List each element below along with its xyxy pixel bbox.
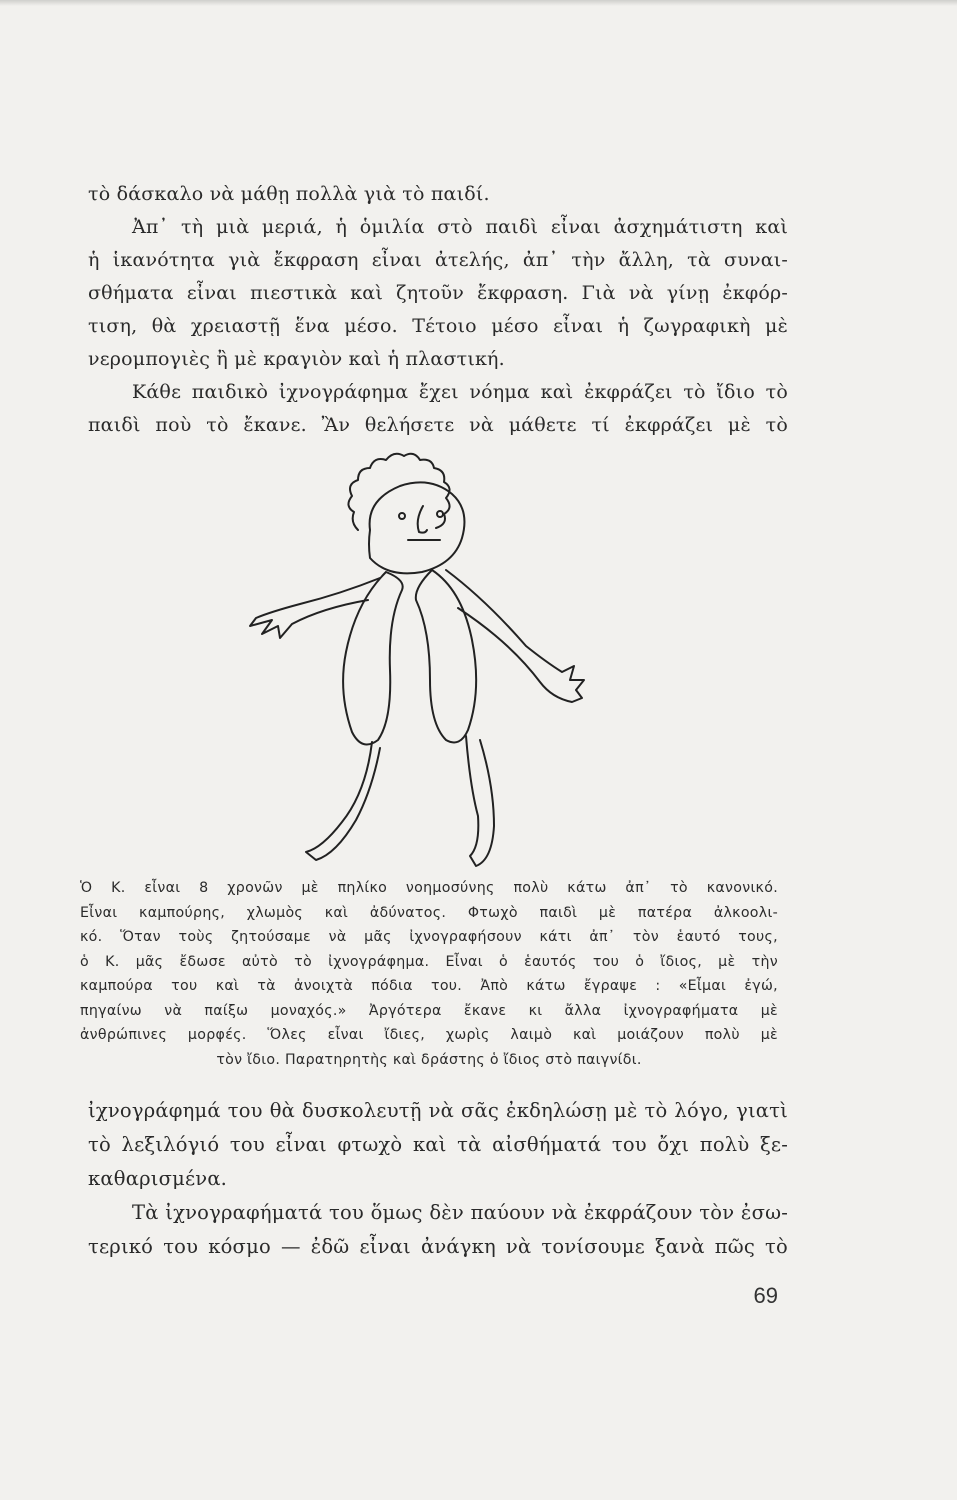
text-line: τὸ λεξιλόγιό του εἶναι φτωχὸ καὶ τὰ αἰσθήματά του ὄχι πολὺ ξε- [88, 1133, 788, 1156]
caption-line: ἀνθρώπινες μορφές. Ὅλες εἶναι ἴδιες, χωρὶς λαιμὸ καὶ μοιάζουν πολὺ μὲ [80, 1027, 778, 1043]
left-leg [306, 742, 380, 860]
caption-line: καμπούρα του καὶ τὰ ἀνοιχτὰ πόδια του. Ἀπὸ κάτω ἔγραψε : «Εἶμαι ἐγώ, [80, 978, 778, 994]
caption-line: ὁ Κ. μᾶς ἔδωσε αὐτὸ τὸ ἰχνογράφημα. Εἶναι ὁ ἑαυτός του ὁ ἴδιος, μὲ τὴν [80, 953, 778, 970]
caption-line: πηγαίνω νὰ παίξω μοναχός.» Ἀργότερα ἔκανε κι ἄλλα ἰχνογραφήματα μὲ [80, 1002, 778, 1019]
text-line: Κάθε παιδικὸ ἰχνογράφημα ἔχει νόημα καὶ ἐκφράζει τὸ ἴδιο τὸ [132, 381, 788, 403]
nose [418, 506, 427, 533]
text-line: ἰχνογράφημά του θὰ δυσκολευτῇ νὰ σᾶς ἐκδηλώσῃ μὲ τὸ λόγο, γιατὶ [88, 1099, 788, 1122]
caption-line: Ὁ Κ. εἶναι 8 χρονῶν μὲ πηλίκο νοημοσύνης πολὺ κάτω ἀπ᾽ τὸ κανονικό. [80, 880, 778, 896]
text-line: νερομπογιὲς ἢ μὲ κραγιὸν καὶ ἡ πλαστική. [88, 348, 505, 370]
child-drawing-illustration [240, 450, 640, 870]
head-outline [369, 482, 464, 573]
bottom-paragraph [88, 1094, 788, 1264]
caption-line: κό. Ὅταν τοὺς ζητούσαμε νὰ μᾶς ἰχνογραφήσουν κάτι ἀπ᾽ τὸν ἑαυτό τους, [80, 929, 778, 945]
text-line: Τὰ ἰχνογραφήματά του ὅμως δὲν παύουν νὰ ἐκφράζουν τὸν ἐσω- [132, 1201, 788, 1224]
page-number: 69 [753, 1283, 778, 1308]
text-line: σθήματα εἶναι πιεστικὰ καὶ ζητοῦν ἔκφραση. Γιὰ νὰ γίνῃ ἐκφόρ- [88, 282, 788, 304]
text-line: ἡ ἱκανότητα γιὰ ἔκφραση εἶναι ἀτελής, ἀπ᾽ τὴν ἄλλη, τὰ συναι- [88, 249, 788, 271]
right-leg [466, 736, 494, 866]
text-line: τιση, θὰ χρειαστῇ ἕνα μέσο. Τέτοιο μέσο εἶναι ἡ ζωγραφικὴ μὲ [88, 315, 788, 337]
right-eye [437, 511, 443, 517]
page-top-edge [0, 0, 957, 6]
left-eye [399, 513, 405, 519]
body-right [416, 570, 476, 742]
right-arm [446, 570, 584, 702]
text-line: καθαρισμένα. [88, 1167, 228, 1190]
caption-line: τὸν ἴδιο. Παρατηρητὴς καὶ δράστης ὁ ἴδιος στὸ παιγνίδι. [216, 1051, 642, 1068]
top-paragraph [88, 178, 788, 442]
caption-line: Εἶναι καμπούρης, χλωμὸς καὶ ἀδύνατος. Φτωχὸ παιδὶ μὲ πατέρα ἀλκοολι- [80, 904, 778, 921]
text-line: παιδὶ ποὺ τὸ ἔκανε. Ἂν θελήσετε νὰ μάθετε τί ἐκφράζει μὲ τὸ [88, 414, 788, 436]
text-line: τὸ δάσκαλο νὰ μάθῃ πολλὰ γιὰ τὸ παιδί. [88, 183, 490, 205]
text-line: τερικό του κόσμο — ἐδῶ εἶναι ἀνάγκη νὰ τονίσουμε ξανὰ πῶς τὸ [88, 1235, 788, 1258]
body-left [343, 572, 403, 745]
figure-caption [80, 876, 778, 1072]
text-line: Ἀπ᾽ τὴ μιὰ μεριά, ἡ ὁμιλία στὸ παιδὶ εἶναι ἀσχημάτιστη καὶ [132, 216, 788, 238]
